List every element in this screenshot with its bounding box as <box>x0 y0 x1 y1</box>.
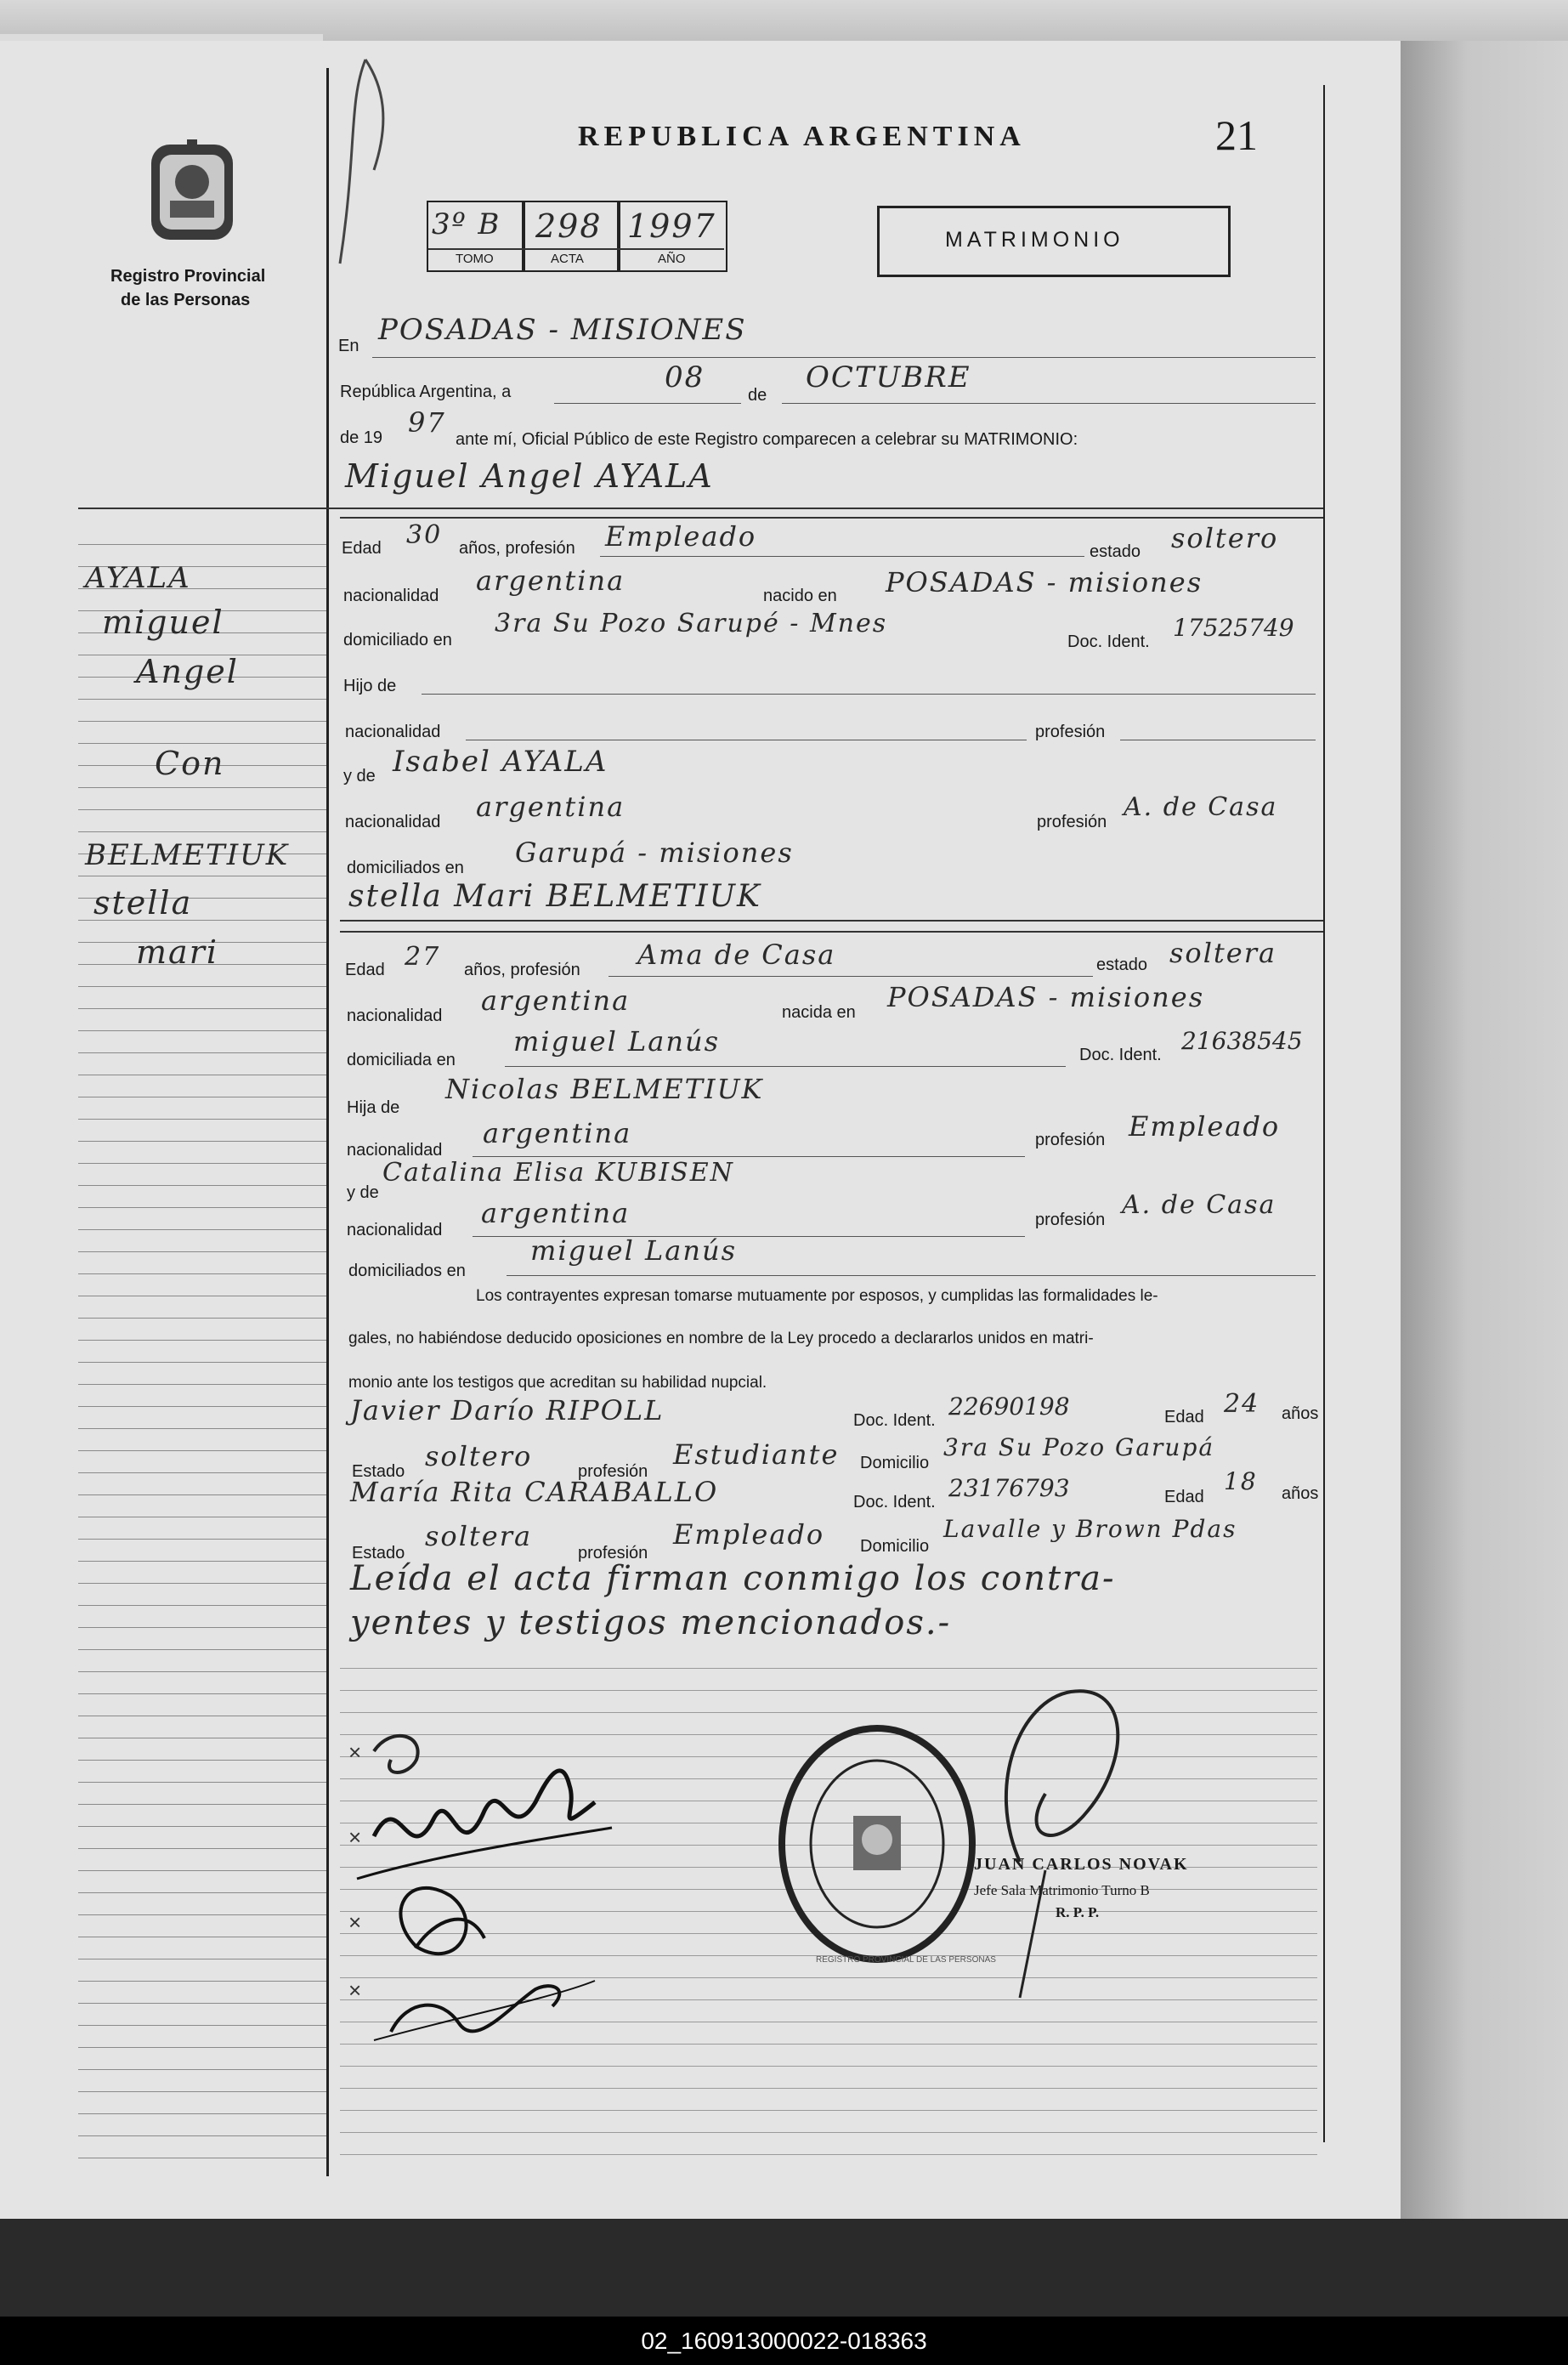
official-title: Jefe Sala Matrimonio Turno B <box>974 1882 1150 1898</box>
bride-estado-label: estado <box>1096 956 1148 974</box>
ruled-line <box>78 1450 326 1451</box>
witness2-edad-label: Edad <box>1164 1488 1204 1506</box>
ruled-line <box>78 544 326 545</box>
groom-hijo-label: Hijo de <box>343 677 397 695</box>
document-type: MATRIMONIO <box>945 228 1124 252</box>
bride-mother-profession: A. de Casa <box>1122 1190 1276 1220</box>
ruled-line <box>78 1052 326 1053</box>
page-number: 21 <box>1215 111 1258 159</box>
ruled-line <box>78 1141 326 1142</box>
witness2-age: 18 <box>1224 1467 1258 1495</box>
witness2-name: María Rita CARABALLO <box>350 1476 719 1508</box>
groom-mother-nat-label: nacionalidad <box>345 813 441 831</box>
groom-mother-profession: A. de Casa <box>1124 792 1278 822</box>
groom-address: 3ra Su Pozo Sarupé - Mnes <box>495 609 888 638</box>
bride-domiciliada-label: domiciliada en <box>347 1051 456 1069</box>
right-rule <box>1323 85 1325 2142</box>
groom-parents-dom-label: domiciliados en <box>347 859 464 877</box>
ruled-line <box>78 1251 326 1252</box>
file-id-bar <box>0 2317 1568 2365</box>
bride-parents-address: miguel Lanús <box>530 1234 737 1267</box>
ruled-line <box>78 1693 326 1694</box>
groom-mother-prof-label: profesión <box>1037 813 1107 831</box>
ruled-line <box>78 1494 326 1495</box>
cell-divider <box>428 248 724 250</box>
groom-father-prof-label: profesión <box>1035 723 1106 741</box>
ruled-line <box>78 1362 326 1363</box>
ruled-line <box>78 1539 326 1540</box>
en-label: En <box>338 337 359 355</box>
seal-text: REGISTRO PROVINCIAL DE LAS PERSONAS <box>816 1955 996 1965</box>
bride-profession-underline <box>609 976 1093 977</box>
witness2-status: soltera <box>425 1520 533 1552</box>
ruled-line <box>78 1782 326 1783</box>
tomo-value: 3º B <box>432 207 501 241</box>
bride-mother-nationality: argentina <box>481 1197 631 1229</box>
ruled-line <box>78 2135 326 2136</box>
bride-top-rule <box>340 920 1323 922</box>
bride-mother: Catalina Elisa KUBISEN <box>382 1158 734 1188</box>
bride-father-profession: Empleado <box>1129 1110 1281 1143</box>
official-signature <box>986 1683 1156 2006</box>
bride-age: 27 <box>405 942 441 972</box>
day-underline <box>554 403 741 404</box>
registry-emblem-icon <box>144 138 240 247</box>
witness1-domicilio-label: Domicilio <box>860 1454 930 1472</box>
margin-bride-surname: BELMETIUK <box>85 838 290 872</box>
witness2-estado-label: Estado <box>352 1544 405 1562</box>
margin-bride-name-2: mari <box>136 933 219 971</box>
bride-mother-nat-label: nacionalidad <box>347 1221 443 1239</box>
groom-birthplace: POSADAS - misiones <box>886 566 1203 598</box>
bride-section-rule <box>340 931 1323 933</box>
ruled-line <box>78 1318 326 1319</box>
bride-edad-label: Edad <box>345 961 385 979</box>
bride-address: miguel Lanús <box>513 1025 720 1058</box>
tomo-label: TOMO <box>456 252 494 266</box>
bride-father-nationality: argentina <box>483 1117 632 1149</box>
witness1-doc: 22690198 <box>948 1392 1070 1421</box>
bride-y-de-label: y de <box>347 1183 379 1202</box>
margin-groom-name-1: miguel <box>102 604 224 641</box>
declaration-line-3: monio ante los testigos que acreditan su habilidad nupcial. <box>348 1374 767 1392</box>
bride-doc-label: Doc. Ident. <box>1079 1046 1162 1064</box>
signatures <box>340 1726 697 2066</box>
ruled-line <box>340 1712 1317 1713</box>
ruled-line <box>78 809 326 810</box>
year-suffix: 97 <box>408 406 446 439</box>
witness1-estado-label: Estado <box>352 1462 405 1481</box>
ruled-line <box>78 2113 326 2114</box>
ruled-line <box>78 1561 326 1562</box>
groom-father-nat-label: nacionalidad <box>345 723 441 741</box>
place-value: POSADAS - MISIONES <box>378 313 747 347</box>
month-value: OCTUBRE <box>806 360 971 394</box>
witness2-doc: 23176793 <box>948 1474 1070 1502</box>
bride-mother-prof-label: profesión <box>1035 1211 1106 1229</box>
bride-address-underline <box>505 1066 1066 1067</box>
bride-parents-dom-label: domiciliados en <box>348 1262 466 1280</box>
year-prefix: de 19 <box>340 428 383 447</box>
ruled-line <box>78 2047 326 2048</box>
ruled-line <box>78 1870 326 1871</box>
ruled-line <box>78 1340 326 1341</box>
groom-nationality: argentina <box>476 564 626 597</box>
witness1-status: soltero <box>425 1440 533 1472</box>
ruled-line <box>78 1008 326 1009</box>
groom-edad-label: Edad <box>342 539 382 558</box>
groom-nacionalidad-label: nacionalidad <box>343 587 439 605</box>
margin-rule <box>326 68 329 2176</box>
de-label: de <box>748 386 767 405</box>
groom-domiciliado-label: domiciliado en <box>343 631 452 649</box>
ruled-line <box>78 1848 326 1849</box>
ruled-line <box>78 1583 326 1584</box>
groom-age: 30 <box>406 520 443 550</box>
groom-top-rule <box>78 508 1323 509</box>
country-title: REPUBLICA ARGENTINA <box>578 121 1026 152</box>
declaration-line-2: gales, no habiéndose deducido oposiciones en nombre de la Ley procedo a declararlos unidos en matri- <box>348 1330 1094 1347</box>
groom-anios-profesion-label: años, profesión <box>459 539 575 558</box>
witness2-profession: Empleado <box>673 1518 825 1551</box>
ruled-line <box>78 1406 326 1407</box>
witness1-doc-label: Doc. Ident. <box>853 1411 936 1430</box>
official-name: JUAN CARLOS NOVAK <box>974 1855 1189 1874</box>
ruled-line <box>78 831 326 832</box>
ruled-line <box>78 1384 326 1385</box>
republica-label: República Argentina, a <box>340 383 512 401</box>
ruled-line <box>78 1273 326 1274</box>
ruled-line <box>340 2132 1317 2133</box>
ruled-line <box>78 1229 326 1230</box>
ruled-line <box>78 1627 326 1628</box>
ruled-line <box>340 2088 1317 2089</box>
registry-line-1: Registro Provincial <box>110 267 266 286</box>
svg-text:×: × <box>348 1977 362 2003</box>
ruled-line <box>78 1892 326 1893</box>
ruled-line <box>78 721 326 722</box>
ruled-line <box>78 1605 326 1606</box>
ruled-line <box>340 2066 1317 2067</box>
ruled-line <box>78 1163 326 1164</box>
groom-father-underline <box>422 694 1316 695</box>
registry-line-2: de las Personas <box>121 291 251 309</box>
ruled-line <box>78 1030 326 1031</box>
groom-parents-address: Garupá - misiones <box>515 837 794 869</box>
bride-profession: Ama de Casa <box>637 939 836 971</box>
bride-father-prof-label: profesión <box>1035 1131 1106 1149</box>
ruled-line <box>78 1649 326 1650</box>
ruled-line <box>340 2110 1317 2111</box>
witness1-name: Javier Darío RIPOLL <box>350 1394 665 1426</box>
place-underline <box>372 357 1316 358</box>
groom-section-rule <box>340 517 1323 519</box>
ruled-line <box>78 1119 326 1120</box>
ruled-line <box>78 2025 326 2026</box>
margin-con: Con <box>155 745 225 782</box>
bride-status: soltera <box>1169 937 1277 969</box>
witness2-address: Lavalle y Brown Pdas <box>943 1515 1237 1543</box>
closing-line-2: yentes y testigos mencionados.- <box>350 1603 952 1642</box>
file-id: 02_160913000022-018363 <box>641 2327 927 2354</box>
groom-full-name: Miguel Angel AYALA <box>345 457 714 495</box>
ruled-line <box>78 1671 326 1672</box>
background-bottom <box>0 2219 1568 2317</box>
witness1-age: 24 <box>1224 1389 1260 1419</box>
bride-father-nat-label: nacionalidad <box>347 1141 443 1160</box>
acta-label: ACTA <box>551 252 584 266</box>
ruled-line <box>78 1185 326 1186</box>
ruled-line <box>78 1760 326 1761</box>
bride-parents-address-underline <box>507 1275 1316 1276</box>
witness1-profesion-label: profesión <box>578 1462 648 1481</box>
margin-groom-surname: AYALA <box>85 561 191 595</box>
bride-full-name: stella Mari BELMETIUK <box>348 879 761 914</box>
groom-status: soltero <box>1171 522 1279 554</box>
closing-line-1: Leída el acta firman conmigo los contra- <box>350 1559 1116 1598</box>
bride-hija-label: Hija de <box>347 1098 400 1117</box>
ruled-line <box>78 1472 326 1473</box>
witness2-anios-label: años <box>1282 1484 1319 1503</box>
svg-text:×: × <box>348 1909 362 1935</box>
bride-doc: 21638545 <box>1181 1027 1303 1055</box>
ruled-line <box>78 787 326 788</box>
witness2-doc-label: Doc. Ident. <box>853 1493 936 1511</box>
witness1-profession: Estudiante <box>673 1438 840 1471</box>
ruled-line <box>78 1207 326 1208</box>
groom-estado-label: estado <box>1090 542 1141 561</box>
ruled-line <box>78 986 326 987</box>
ruled-line <box>78 1428 326 1429</box>
groom-y-de-label: y de <box>343 767 376 785</box>
ruled-line <box>78 1914 326 1915</box>
bride-nationality: argentina <box>481 984 631 1017</box>
witness1-edad-label: Edad <box>1164 1408 1204 1426</box>
day-value: 08 <box>665 360 705 394</box>
ruled-line <box>340 1668 1317 1669</box>
anio-label: AÑO <box>658 252 686 266</box>
groom-profession-underline <box>600 556 1084 557</box>
acta-value: 298 <box>535 207 603 245</box>
margin-bride-name-1: stella <box>93 884 193 922</box>
official-seal-icon <box>775 1721 979 1967</box>
groom-doc-label: Doc. Ident. <box>1067 632 1150 651</box>
declaration-line-1: Los contrayentes expresan tomarse mutuamente por esposos, y cumplidas las formalidades le- <box>476 1287 1158 1305</box>
bride-anios-profesion-label: años, profesión <box>464 961 580 979</box>
groom-mother: Isabel AYALA <box>393 745 609 779</box>
bride-nacida-label: nacida en <box>782 1003 856 1022</box>
margin-check-mark <box>331 51 408 272</box>
bride-father: Nicolas BELMETIUK <box>445 1073 764 1105</box>
bride-father-nat-underline <box>473 1156 1025 1157</box>
ruled-line <box>78 743 326 744</box>
bride-nacionalidad-label: nacionalidad <box>347 1007 443 1025</box>
witness1-address: 3ra Su Pozo Garupá <box>943 1433 1215 1461</box>
ruled-line <box>78 1804 326 1805</box>
groom-doc: 17525749 <box>1173 614 1294 642</box>
ruled-line <box>78 2069 326 2070</box>
anio-value: 1997 <box>627 207 716 245</box>
bride-birthplace: POSADAS - misiones <box>887 981 1205 1013</box>
witness2-profesion-label: profesión <box>578 1544 648 1562</box>
ruled-line <box>78 2003 326 2004</box>
ruled-line <box>78 2091 326 2092</box>
official-office: R. P. P. <box>1056 1904 1100 1920</box>
witness2-domicilio-label: Domicilio <box>860 1537 930 1556</box>
ruled-line <box>78 1826 326 1827</box>
intro-statement: ante mí, Oficial Público de este Registro comparecen a celebrar su MATRIMONIO: <box>456 430 1078 449</box>
witness1-anios-label: años <box>1282 1404 1319 1423</box>
margin-groom-name-2: Angel <box>136 653 239 690</box>
groom-profession: Empleado <box>605 520 757 553</box>
ruled-line <box>78 699 326 700</box>
svg-text:×: × <box>348 1739 362 1765</box>
groom-nacido-label: nacido en <box>763 587 837 605</box>
ruled-line <box>340 1690 1317 1691</box>
ruled-line <box>340 2154 1317 2155</box>
month-underline <box>782 403 1316 404</box>
page-shadow <box>1401 41 1568 2234</box>
groom-mother-nationality: argentina <box>476 791 626 823</box>
svg-text:×: × <box>348 1824 362 1850</box>
ruled-line <box>78 1981 326 1982</box>
